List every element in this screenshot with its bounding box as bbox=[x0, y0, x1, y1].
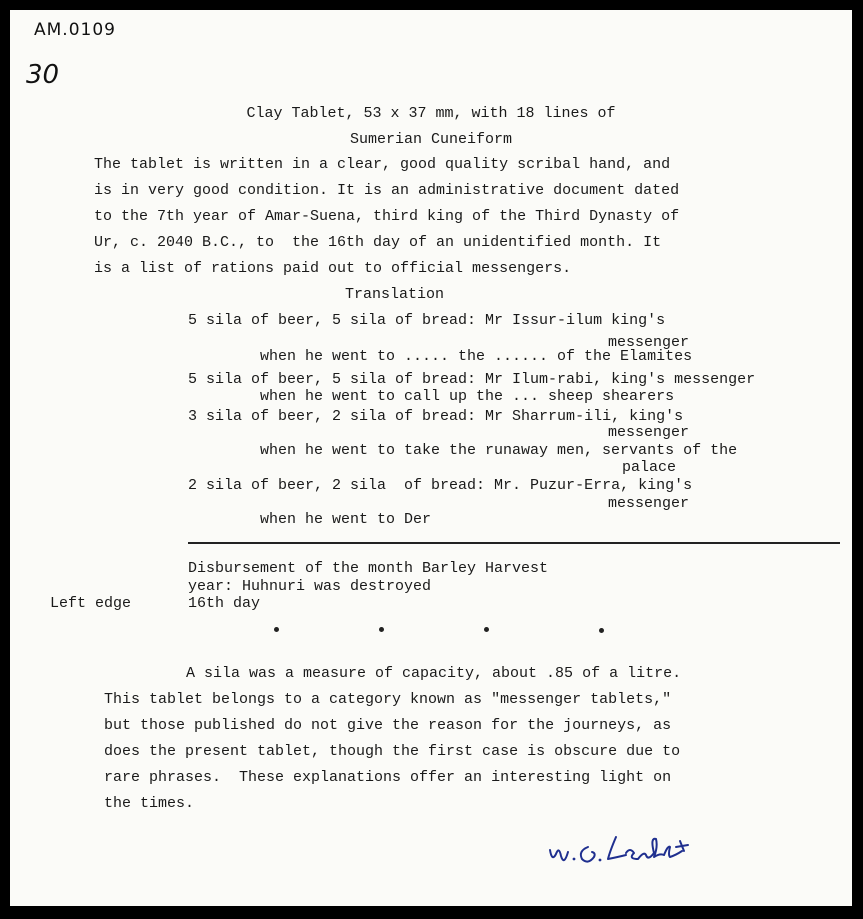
signature-image bbox=[530, 825, 700, 875]
notes-line: A sila was a measure of capacity, about .85 of a litre. bbox=[186, 665, 682, 682]
intro-line: Ur, c. 2040 B.C., to the 16th day of an unidentified month. It bbox=[94, 234, 662, 251]
notes-line: but those published do not give the reason for the journeys, as bbox=[104, 717, 672, 734]
disbursement-line: Disbursement of the month Barley Harvest bbox=[188, 560, 549, 577]
translation-entry: 5 sila of beer, 5 sila of bread: Mr Issur-ilum king's bbox=[188, 312, 666, 329]
translation-continuation: messenger bbox=[608, 334, 690, 351]
translation-entry: 3 sila of beer, 2 sila of bread: Mr Sharrum-ili, king's bbox=[188, 408, 684, 425]
notes-line: This tablet belongs to a category known as "messenger tablets," bbox=[104, 691, 672, 708]
left-edge-label: Left edge bbox=[50, 595, 132, 612]
title-line-1: Clay Tablet, 53 x 37 mm, with 18 lines of bbox=[246, 105, 616, 122]
separator-dot bbox=[379, 627, 384, 632]
disbursement-line: 16th day bbox=[188, 595, 261, 612]
separator-dot bbox=[484, 627, 489, 632]
document-page bbox=[10, 10, 852, 906]
translation-continuation: palace bbox=[622, 459, 677, 476]
separator-dot bbox=[274, 627, 279, 632]
translation-continuation: messenger bbox=[608, 495, 690, 512]
disbursement-line: year: Huhnuri was destroyed bbox=[188, 578, 432, 595]
catalog-code: AM.0109 bbox=[34, 20, 116, 40]
separator-dot bbox=[599, 628, 604, 633]
translation-heading: Translation bbox=[345, 286, 445, 303]
notes-line: rare phrases. These explanations offer an interesting light on bbox=[104, 769, 672, 786]
translation-continuation: messenger bbox=[608, 424, 690, 441]
title-line-2: Sumerian Cuneiform bbox=[349, 131, 513, 148]
notes-line: the times. bbox=[104, 795, 195, 812]
intro-line: is in very good condition. It is an administrative document dated bbox=[94, 182, 680, 199]
translation-when: when he went to call up the ... sheep shearers bbox=[260, 388, 675, 405]
translation-when: when he went to Der bbox=[260, 511, 432, 528]
translation-entry: 2 sila of beer, 2 sila of bread: Mr. Puzur-Erra, king's bbox=[188, 477, 693, 494]
intro-line: to the 7th year of Amar-Suena, third king of the Third Dynasty of bbox=[94, 208, 680, 225]
notes-line: does the present tablet, though the first case is obscure due to bbox=[104, 743, 681, 760]
intro-line: is a list of rations paid out to official messengers. bbox=[94, 260, 572, 277]
translation-when: when he went to ..... the ...... of the Elamites bbox=[260, 348, 693, 365]
translation-entry: 5 sila of beer, 5 sila of bread: Mr Ilum-rabi, king's messenger bbox=[188, 371, 756, 388]
intro-line: The tablet is written in a clear, good quality scribal hand, and bbox=[94, 156, 671, 173]
page-number: 30 bbox=[26, 60, 60, 90]
translation-when: when he went to take the runaway men, servants of the bbox=[260, 442, 738, 459]
divider-line bbox=[188, 542, 840, 544]
